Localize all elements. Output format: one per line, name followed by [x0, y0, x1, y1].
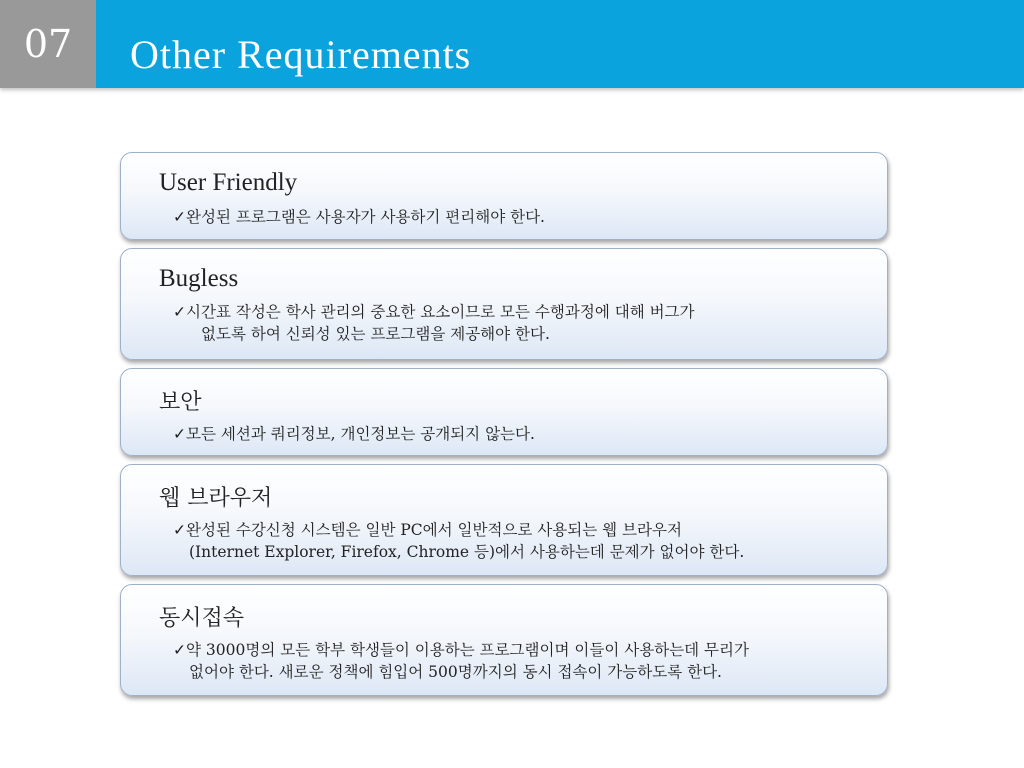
body-line — [173, 661, 873, 683]
card-title: 웹 브라우저 — [159, 486, 273, 511]
card-title: User Friendly — [159, 169, 298, 196]
card-title: 동시접속 — [159, 606, 245, 631]
body-line-text: 없어야 한다. 새로운 정책에 힘입어 500명까지의 동시 접속이 가능하도록 한다. — [189, 663, 722, 681]
card-body — [173, 639, 873, 683]
card-body — [173, 206, 873, 228]
body-line-text: 시간표 작성은 학사 관리의 중요한 요소이므로 모든 수행과정에 대해 버그가 — [186, 303, 695, 321]
card-body — [173, 423, 873, 445]
card-body — [173, 519, 873, 563]
requirement-card-security — [120, 368, 888, 456]
check-icon: ✓ — [173, 303, 186, 321]
body-line — [173, 301, 863, 323]
body-line-text: 완성된 프로그램은 사용자가 사용하기 편리해야 한다. — [186, 208, 545, 226]
body-line — [173, 519, 873, 541]
page-title: Other Requirements — [130, 32, 472, 77]
body-line-text: 완성된 수강신청 시스템은 일반 PC에서 일반적으로 사용되는 웹 브라우저 — [186, 521, 682, 539]
requirement-card-bugless — [120, 248, 888, 360]
header-bar — [0, 0, 1024, 88]
check-icon: ✓ — [173, 521, 186, 539]
requirement-card-user-friendly — [120, 152, 888, 240]
body-line-text: 모든 세션과 쿼리정보, 개인정보는 공개되지 않는다. — [186, 425, 535, 443]
check-icon: ✓ — [173, 208, 186, 226]
body-line — [173, 639, 873, 661]
requirement-card-web-browser — [120, 464, 888, 576]
card-title: 보안 — [159, 390, 202, 415]
requirement-card-concurrent-access — [120, 584, 888, 696]
body-line-text: (Internet Explorer, Firefox, Chrome 등)에서 사용하는데 문제가 없어야 한다. — [189, 543, 745, 561]
body-line — [173, 323, 863, 345]
section-number: 07 — [0, 0, 96, 88]
body-line — [173, 206, 873, 228]
card-title: Bugless — [159, 265, 239, 292]
body-line — [173, 541, 873, 563]
body-line — [173, 423, 873, 445]
check-icon: ✓ — [173, 641, 186, 659]
body-line-text: 약 3000명의 모든 학부 학생들이 이용하는 프로그램이며 이들이 사용하는데 무리가 — [186, 641, 749, 659]
card-body — [173, 301, 863, 345]
check-icon: ✓ — [173, 425, 186, 443]
body-line-text: 없도록 하여 신뢰성 있는 프로그램을 제공해야 한다. — [201, 325, 550, 343]
